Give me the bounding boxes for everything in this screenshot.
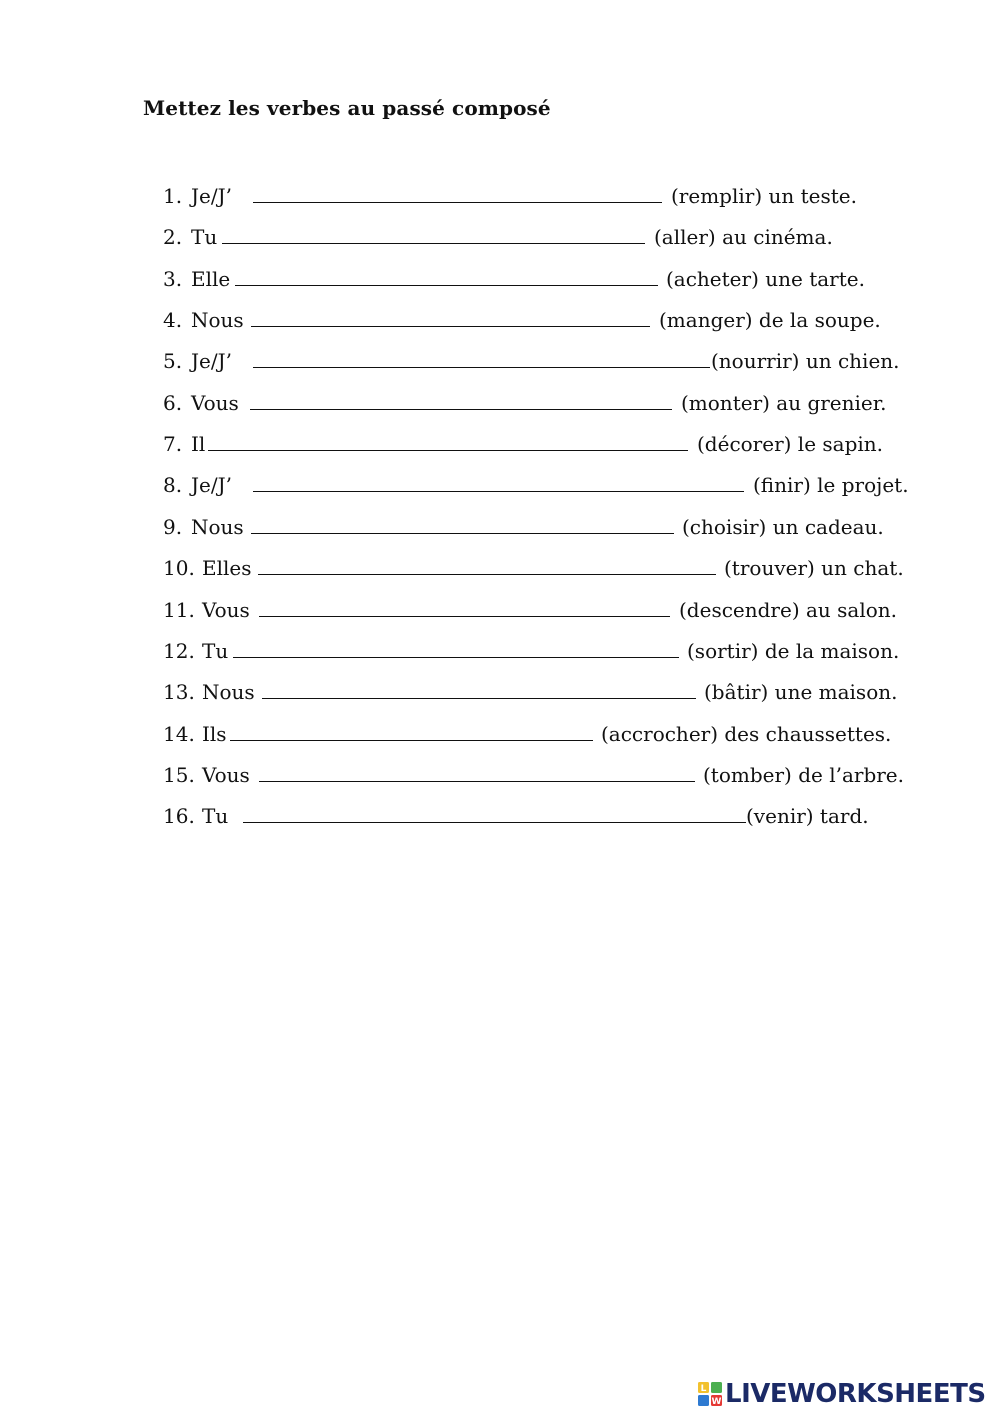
item-number: 5. <box>163 349 183 374</box>
answer-blank[interactable] <box>253 367 710 368</box>
exercise-item <box>0 512 1000 542</box>
item-pronoun: Vous <box>202 597 250 622</box>
answer-blank[interactable] <box>230 740 593 741</box>
item-number: 2. <box>163 225 183 250</box>
answer-blank[interactable] <box>251 326 650 327</box>
item-number: 1. <box>163 184 183 208</box>
answer-blank[interactable] <box>262 698 696 699</box>
verb-hint: (venir) tard. <box>746 804 869 829</box>
exercise-item <box>0 470 1000 500</box>
item-pronoun: Nous <box>191 514 244 539</box>
item-pronoun: Tu <box>202 804 229 829</box>
exercise-item <box>0 553 1000 583</box>
item-pronoun: Nous <box>202 680 255 705</box>
item-number: 4. <box>163 308 183 333</box>
exercise-item <box>0 719 1000 749</box>
item-number: 10. <box>163 556 195 581</box>
item-pronoun: Vous <box>202 762 250 787</box>
svg-text:W: W <box>711 1397 722 1407</box>
answer-blank[interactable] <box>253 491 744 492</box>
verb-hint: (remplir) un teste. <box>671 184 857 208</box>
answer-blank[interactable] <box>258 574 716 575</box>
verb-hint: (manger) de la soupe. <box>659 308 881 333</box>
exercise-item <box>0 222 1000 252</box>
item-pronoun: Je/J’ <box>191 473 232 498</box>
verb-hint: (bâtir) une maison. <box>704 680 898 705</box>
answer-blank[interactable] <box>259 781 695 782</box>
answer-blank[interactable] <box>208 450 688 451</box>
item-pronoun: Ils <box>202 721 227 746</box>
exercise-item <box>0 388 1000 418</box>
answer-blank[interactable] <box>233 657 679 658</box>
svg-text:L: L <box>700 1384 707 1394</box>
item-number: 13. <box>163 680 195 705</box>
item-pronoun: Vous <box>191 390 239 415</box>
verb-hint: (finir) le projet. <box>753 473 909 498</box>
item-number: 16. <box>163 804 195 829</box>
exercise-item <box>0 801 1000 831</box>
verb-hint: (tomber) de l’arbre. <box>703 762 904 787</box>
item-number: 6. <box>163 390 183 415</box>
exercise-item <box>0 305 1000 335</box>
watermark-text: LIVEWORKSHEETS <box>725 1379 986 1409</box>
item-pronoun: Il <box>191 432 206 457</box>
item-pronoun: Je/J’ <box>191 184 232 208</box>
liveworksheets-watermark <box>697 1378 986 1410</box>
item-number: 14. <box>163 721 195 746</box>
item-pronoun: Nous <box>191 308 244 333</box>
verb-hint: (aller) au cinéma. <box>654 225 833 250</box>
worksheet-title: Mettez les verbes au passé composé <box>143 96 551 120</box>
verb-hint: (trouver) un chat. <box>724 556 904 581</box>
exercise-item <box>0 677 1000 707</box>
exercise-item <box>0 346 1000 376</box>
item-number: 11. <box>163 597 195 622</box>
verb-hint: (décorer) le sapin. <box>697 432 884 457</box>
answer-blank[interactable] <box>243 822 746 823</box>
item-pronoun: Je/J’ <box>191 349 232 374</box>
verb-hint: (accrocher) des chaussettes. <box>601 721 892 746</box>
item-pronoun: Elle <box>191 266 231 291</box>
answer-blank[interactable] <box>235 285 658 286</box>
exercise-item <box>0 636 1000 666</box>
item-pronoun: Tu <box>202 638 229 663</box>
verb-hint: (descendre) au salon. <box>679 597 898 622</box>
answer-blank[interactable] <box>259 616 670 617</box>
item-number: 15. <box>163 762 195 787</box>
answer-blank[interactable] <box>251 533 674 534</box>
item-number: 8. <box>163 473 183 498</box>
exercise-item <box>0 429 1000 459</box>
item-pronoun: Elles <box>202 556 252 581</box>
liveworksheets-logo-icon <box>697 1381 723 1407</box>
verb-hint: (acheter) une tarte. <box>666 266 865 291</box>
verb-hint: (choisir) un cadeau. <box>682 514 884 539</box>
item-number: 3. <box>163 266 183 291</box>
item-number: 9. <box>163 514 183 539</box>
item-number: 12. <box>163 638 195 663</box>
exercise-item <box>0 181 1000 211</box>
verb-hint: (monter) au grenier. <box>681 390 887 415</box>
answer-blank[interactable] <box>253 202 662 203</box>
item-number: 7. <box>163 432 183 457</box>
answer-blank[interactable] <box>250 409 672 410</box>
answer-blank[interactable] <box>222 243 645 244</box>
exercise-item <box>0 595 1000 625</box>
verb-hint: (nourrir) un chien. <box>711 349 900 374</box>
exercise-item <box>0 264 1000 294</box>
verb-hint: (sortir) de la maison. <box>687 638 900 663</box>
item-pronoun: Tu <box>191 225 218 250</box>
exercise-item <box>0 760 1000 790</box>
